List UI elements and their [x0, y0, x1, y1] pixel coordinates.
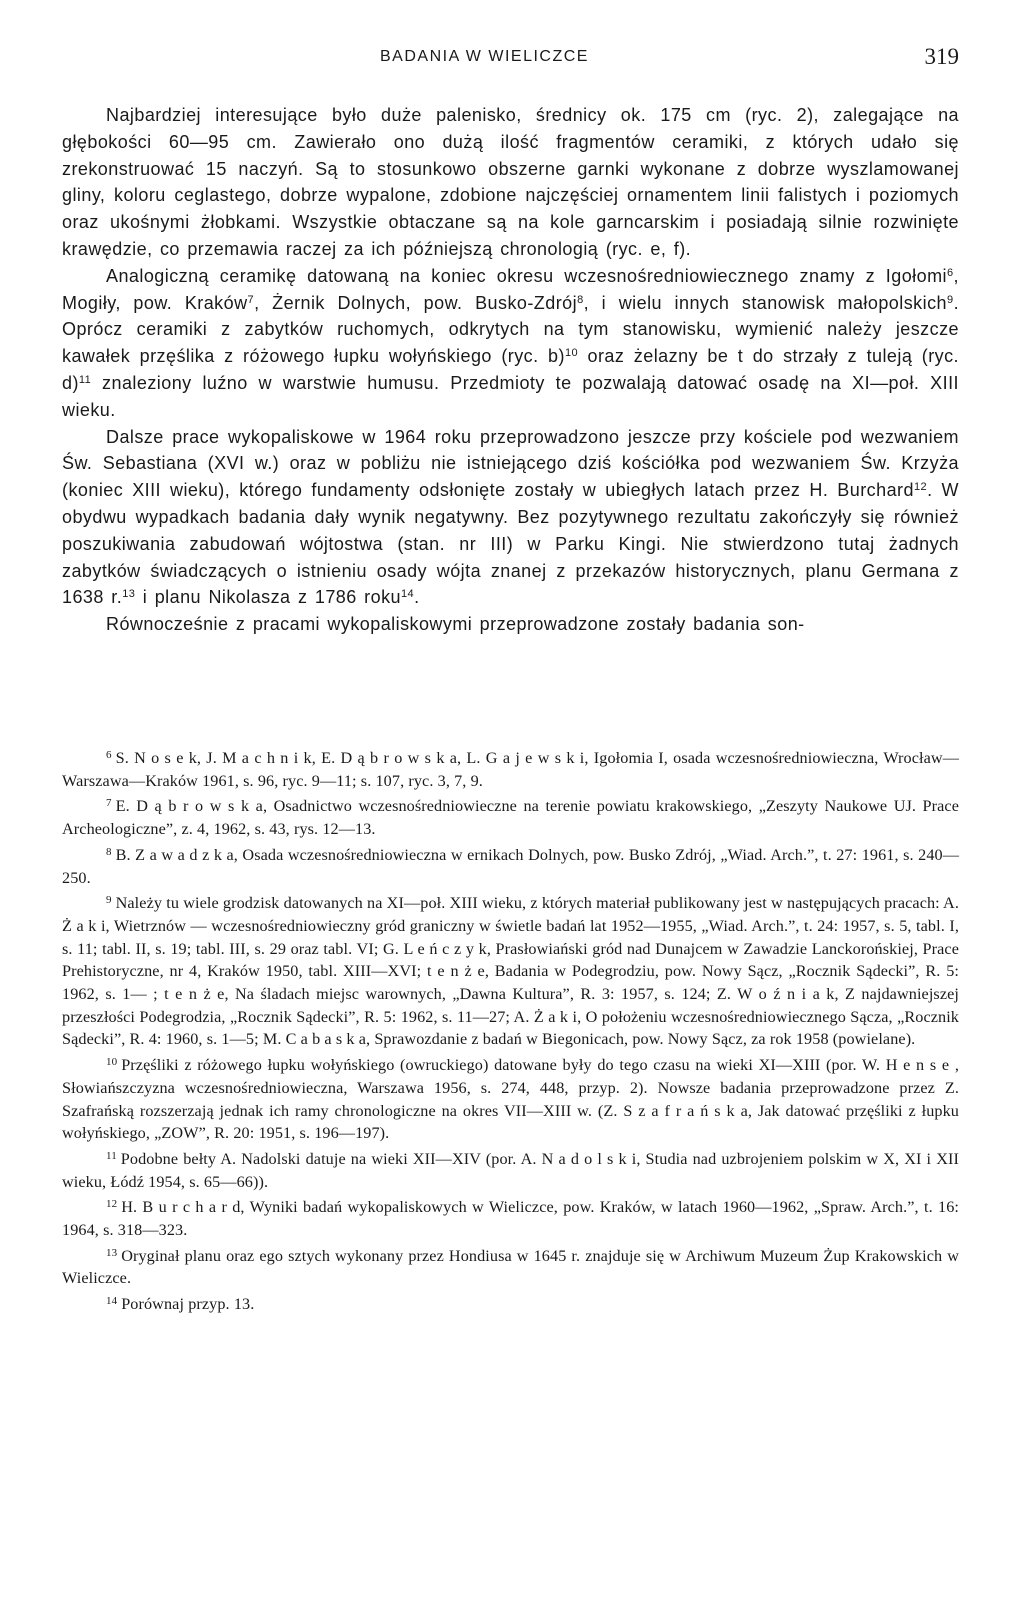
paragraph-3-text: i planu Nikolasza z 1786 roku: [135, 587, 401, 608]
footnote-number: 7: [106, 797, 112, 810]
paragraph-2-text: , i wielu innych stanowisk małopolskich: [583, 292, 947, 313]
footnote-ref-13[interactable]: 13: [122, 588, 136, 601]
footnote-text: Przęśliki z różowego łupku wołyńskiego (owruckiego) datowane były do tego czasu na wieki XI—XIII (por. W. H e n s e , Słowiańszczyzna wczesnośredniowieczna, Warszawa 1956, s. 274, 448, przyp. 2). Nowsze badania przeprowadzone przez Z. Szafrańską rozszerzają jednak ich ramy chronologiczne na okres VII—XIII w. (Z. S z a f r a ń s k a, Jak datować przęśliki z łupku wołyńskiego, „ZOW”, R. 20: 1951, s. 196—197).: [62, 1056, 959, 1143]
footnote-7: [62, 792, 959, 840]
footnote-ref-14[interactable]: 14: [400, 588, 415, 601]
footnote-number: 11: [106, 1149, 117, 1162]
footnote-text: Należy tu wiele grodzisk datowanych na XI—poł. XIII wieku, z których materiał publikowany jest w następujących pracach: A. Ż a k i, Wietrznów — wczesnośredniowieczny gród graniczny w świetle badań lat 1952—1955, „Wiad. Arch.”, t. 24: 1957, s. 5, tabl. I, s. 11; tabl. II, s. 19; tabl. III, s. 29 oraz tabl. VI; G. L e ń c z y k, Prasłowiański gród nad Dunajcem w Zawadzie Lanckorońskiej, Prace Prehistoryczne, nr 4, Kraków 1950, tabl. XIII—XVI; t e n ż e, Badania w Podegrodziu, pow. Nowy Sącz, „Rocznik Sądecki”, R. 5: 1962, s. 1— ; t e n ż e, Na śladach miejsc warownych, „Dawna Kultura”, R. 3: 1957, s. 124; Z. W o ź n i a k, Z najdawniejszej przeszłości Podegrodzia, „Rocznik Sądecki”, R. 5: 1962, s. 11—27; A. Ż a k i, O położeniu wczesnośredniowiecznego Sącza, „Rocznik Sądecki”, R. 4: 1960, s. 1—5; M. C a b a s k a, Sprawozdanie z badań w Biegonicach, pow. Nowy Sącz, za rok 1958 (powielane).: [62, 894, 959, 1049]
footnote-text: E. D ą b r o w s k a, Osadnictwo wczesnośredniowieczne na terenie powiatu krakowskiego, „Zeszyty Naukowe UJ. Prace Archeologiczne”, z. 4, 1962, s. 43, rys. 12—13.: [62, 797, 959, 839]
paragraph-3-text: .: [414, 587, 420, 608]
footnote-12: [62, 1193, 959, 1241]
footnote-9: [62, 889, 959, 1051]
footnote-10: [62, 1051, 959, 1145]
footnote-ref-6[interactable]: 6: [946, 266, 954, 279]
footnote-number: 10: [106, 1056, 118, 1069]
footnote-number: 9: [106, 894, 112, 907]
paragraph-4: Równocześnie z pracami wykopaliskowymi przeprowadzone zostały badania son-: [106, 614, 805, 635]
footnote-number: 6: [106, 749, 112, 761]
page-number: 319: [924, 44, 959, 69]
footnote-ref-12[interactable]: 12: [913, 481, 928, 494]
footnote-number: 12: [106, 1198, 118, 1211]
footnote-ref-11[interactable]: 11: [78, 373, 92, 386]
page-header: [0, 44, 1024, 78]
paragraph-3-text: Dalsze prace wykopaliskowe w 1964 roku przeprowadzono jeszcze przy kościele pod wezwaniem Św. Sebastiana (XVI w.) oraz w pobliżu nie istniejącego dziś kościółka pod wezwaniem Św. Krzyża (koniec XIII wieku), którego fundamenty odsłonięte zostały w ubiegłych latach przez H. Burchard: [62, 426, 959, 501]
footnotes: [62, 744, 959, 1316]
paragraph-3-text: . W obydwu wypadkach badania dały wynik negatywny. Bez pozytywnego rezultatu zakończyły się również poszukiwania zabudowań wójtostwa (stan. nr III) w Parku Kingi. Nie stwierdzono tutaj żadnych zabytków świadczących o istnieniu osady wójta znanej z przekazów historycznych, planu Germana z 1638 r.: [62, 480, 959, 608]
footnote-number: 14: [106, 1295, 118, 1308]
paragraph-2-text: oraz żelazny be t do strzały z tuleją (ryc. d): [62, 346, 959, 393]
paragraph-2: [62, 263, 959, 424]
paragraph-2-text: , Żernik Dolnych, pow. Busko-Zdrój: [254, 292, 578, 313]
paragraph-1: Najbardziej interesujące było duże palenisko, średnicy ok. 175 cm (ryc. 2), zalegające na głębokości 60—95 cm. Zawierało ono dużą ilość fragmentów ceramiki, z których udało się zrekonstruować 15 naczyń. Są to stosunkowo obszerne garnki wykonane z dobrze wyszlamowanej gliny, koloru ceglastego, dobrze wypalone, zdobione najczęściej ornamentem linii falistych i poziomych oraz ukośnymi żłobkami. Wszystkie obtaczane są na kole garncarskim i posiadają silnie rozwinięte krawędzie, co przemawia raczej za ich późniejszą chronologią (ryc. e, f).: [62, 105, 959, 259]
footnote-11: [62, 1145, 959, 1193]
footnote-ref-9[interactable]: 9: [946, 293, 954, 306]
footnote-number: 8: [106, 845, 112, 858]
footnote-ref-10[interactable]: 10: [564, 347, 579, 360]
footnote-text: S. N o s e k, J. M a c h n i k, E. D ą b r o w s k a, L. G a j e w s k i, Igołomia I, osada wczesnośredniowieczna, Wrocław—Warszawa—Kraków 1961, s. 96, ryc. 9—11; s. 107, ryc. 3, 7, 9.: [62, 749, 959, 790]
paragraph-2-text: , Mogiły, pow. Kraków: [62, 265, 959, 313]
footnote-ref-7[interactable]: 7: [247, 293, 255, 306]
paragraph-2-text: . Oprócz ceramiki z zabytków ruchomych, odkrytych na tym stanowisku, wymienić należy jeszcze kawałek przęślika z różowego łupku wołyńskiego (ryc. b): [62, 292, 960, 367]
footnote-6: [62, 744, 959, 792]
footnote-text: Podobne bełty A. Nadolski datuje na wieki XII—XIV (por. A. N a d o l s k i, Studia nad uzbrojeniem polskim w X, XI i XII wieku, Łódź 1954, s. 65—66)).: [62, 1149, 959, 1191]
running-head: BADANIA W WIELICZCE: [380, 48, 589, 65]
paragraph-2-text: Analogiczną ceramikę datowaną na koniec okresu wczesnośredniowiecznego znamy z Igołomi: [106, 265, 947, 286]
body-text: [62, 102, 959, 638]
footnote-13: [62, 1242, 959, 1290]
footnote-text: B. Z a w a d z k a, Osada wczesnośredniowieczna w ernikach Dolnych, pow. Busko Zdrój, „Wiad. Arch.”, t. 27: 1961, s. 240—250.: [62, 845, 959, 887]
paragraph-3: [62, 424, 959, 612]
footnote-number: 13: [106, 1246, 118, 1259]
footnote-8: [62, 841, 959, 889]
footnote-ref-8[interactable]: 8: [577, 293, 584, 306]
paragraph-2-text: znaleziony luźno w warstwie humusu. Przedmioty te pozwalają datować osadę na XI—poł. XIII wieku.: [62, 372, 959, 420]
footnote-text: Porównaj przyp. 13.: [121, 1295, 255, 1314]
footnote-text: H. B u r c h a r d, Wyniki badań wykopaliskowych w Wieliczce, pow. Kraków, w latach 1960—1962, „Spraw. Arch.”, t. 16: 1964, s. 318—323.: [62, 1198, 959, 1240]
footnote-14: [62, 1290, 959, 1316]
footnote-text: Oryginał planu oraz ego sztych wykonany przez Hondiusa w 1645 r. znajduje się w Archiwum Muzeum Żup Krakowskich w Wieliczce.: [62, 1246, 959, 1288]
